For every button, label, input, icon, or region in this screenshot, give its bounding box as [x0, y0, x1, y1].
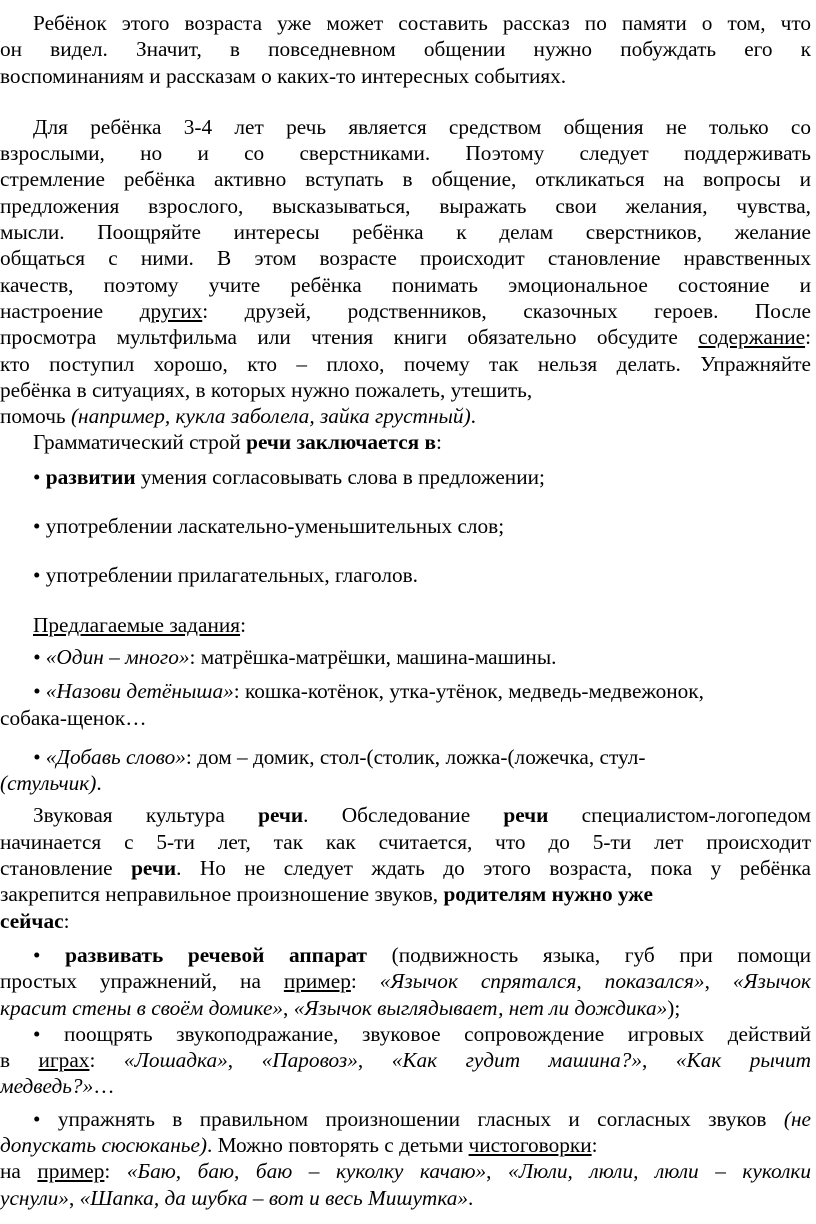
bold-term: речи	[258, 803, 304, 828]
text-line: он видел. Значит, в повседневном общении нужно побуждать его к	[0, 37, 811, 62]
italic-example: уснули»	[0, 1185, 69, 1210]
list-item	[0, 464, 816, 490]
italic-example: «Язычок	[732, 969, 812, 994]
italic-example: допускать сюсюканье)	[0, 1132, 207, 1157]
text-span: просмотра мультфильма или чтения книги обязательно обсудите	[0, 325, 699, 350]
bold-term: речи	[131, 856, 177, 881]
text-span: .	[468, 1185, 474, 1210]
text-span: простых упражнений, на	[0, 969, 284, 994]
list-item: • употреблении ласкательно-уменьшительных слов;	[33, 514, 505, 539]
list-item	[0, 744, 816, 770]
text-line	[0, 403, 816, 429]
text-line	[0, 298, 811, 324]
text-line	[0, 855, 811, 881]
text-span: : друзей, родственников, сказочных героев. После	[202, 298, 811, 323]
bold-term: сейчас	[0, 908, 64, 933]
text-line: взрослыми, но и со сверстниками. Поэтому следует поддерживать	[0, 141, 811, 166]
text-span: ,	[357, 1048, 392, 1073]
italic-example: «Люли, люли, люли – куколки	[508, 1159, 811, 1184]
section-grammar	[0, 429, 816, 588]
text-span: : кошка-котёнок, утка-утёнок, медведь-медвежонок,	[233, 679, 704, 704]
text-line: воспоминаниям и рассказам о каких-то интересных событиях.	[0, 63, 567, 88]
section-tips	[0, 942, 816, 1211]
underlined-term: других	[139, 298, 203, 323]
text-span: : матрёшка-матрёшки, машина-машины.	[189, 644, 557, 669]
text-line: Для ребёнка 3-4 лет речь является средством общения не только со	[33, 114, 811, 139]
list-item	[0, 942, 811, 968]
section-tasks	[0, 612, 816, 797]
text-line	[0, 770, 816, 796]
bullet: •	[33, 464, 46, 489]
text-line	[0, 1132, 816, 1158]
italic-example: медведь?»	[0, 1074, 94, 1099]
paragraph-communication	[0, 114, 816, 430]
bold-term: речи заключается в	[246, 430, 437, 455]
text-span: . Можно повторять с детьми	[207, 1132, 469, 1157]
text-line	[0, 995, 816, 1021]
text-span: ,	[283, 995, 294, 1020]
underlined-term: пример	[283, 969, 351, 994]
text-line	[0, 1158, 811, 1184]
list-item: • употреблении прилагательных, глаголов.	[33, 563, 418, 588]
list-item	[0, 1106, 811, 1132]
bold-term: речи	[503, 803, 549, 828]
text-line: кто поступил хорошо, кто – плохо, почему так нельзя делать. Упражняйте	[0, 351, 811, 376]
text-span: (подвижность языка, губ при помощи	[366, 942, 811, 967]
text-span: :	[104, 1159, 127, 1184]
tasks-heading	[0, 612, 816, 638]
list-item	[0, 644, 816, 670]
text-line	[0, 1047, 811, 1073]
paragraph-memory-stories	[0, 10, 816, 89]
bullet: •	[33, 942, 66, 967]
text-line: мысли. Поощряйте интересы ребёнка к делам сверстников, желание	[0, 220, 811, 245]
text-span: умения согласовывать слова в предложении;	[135, 464, 545, 489]
text-span: …	[93, 1074, 115, 1099]
bold-term: родителям нужно уже	[443, 882, 653, 907]
section-sound-culture	[0, 802, 816, 933]
italic-example: (например, кукла заболела, зайка грустный)	[70, 404, 471, 429]
italic-example: «Язычок выглядывает, нет ли дождика»	[293, 995, 668, 1020]
text-span: ,	[642, 1048, 676, 1073]
text-line	[0, 908, 816, 934]
text-span: настроение	[0, 298, 140, 323]
text-span: :	[805, 325, 811, 350]
text-span: ,	[227, 1048, 262, 1073]
text-line	[0, 324, 811, 350]
text-span: Звуковая культура	[33, 803, 259, 828]
text-span: : дом – домик, стол-(столик, ложка-(ложечка, стул-	[185, 744, 646, 769]
text-span: закрепится неправильное произношение звуков,	[0, 882, 444, 907]
text-span: :	[591, 1132, 598, 1157]
list-item	[0, 678, 816, 704]
italic-example: «Как гудит машина?»	[391, 1048, 643, 1073]
underlined-term: содержание	[698, 325, 806, 350]
text-span: в	[0, 1048, 39, 1073]
text-span: . Обследование	[303, 803, 504, 828]
text-span: );	[667, 995, 681, 1020]
italic-game-name: • «Добавь слово»	[33, 744, 186, 769]
text-line: ребёнка в ситуациях, в которых нужно пожалеть, утешить,	[0, 377, 533, 402]
document-body	[0, 10, 816, 1211]
italic-game-name: • «Один – много»	[33, 644, 190, 669]
text-span: :	[63, 908, 70, 933]
text-line: стремление ребёнка активно вступать в общение, откликаться на вопросы и	[0, 167, 811, 192]
text-span: . Но не следует ждать до этого возраста, пока у ребёнка	[176, 856, 811, 881]
text-line: общаться с ними. В этом возрасте происходит становление нравственных	[0, 246, 811, 271]
text-line	[0, 802, 811, 828]
text-span: :	[436, 430, 442, 455]
underlined-heading: Предлагаемые задания	[33, 612, 241, 637]
italic-example: (стульчик)	[0, 771, 97, 796]
italic-example: красит стены в своём домике»	[0, 995, 284, 1020]
text-line: качеств, поэтому учите ребёнка понимать эмоциональное состояние и	[0, 272, 811, 297]
text-span: • упражнять в правильном произношении гласных и согласных звуков	[33, 1106, 784, 1131]
text-line	[0, 1185, 816, 1211]
text-span: :	[89, 1048, 124, 1073]
text-span: ,	[704, 969, 733, 994]
text-span: Грамматический строй	[33, 430, 247, 455]
list-item: • поощрять звукоподражание, звуковое сопровождение игровых действий	[33, 1021, 811, 1046]
italic-game-name: • «Назови детёныша»	[33, 679, 234, 704]
grammar-intro	[0, 429, 816, 455]
bold-term: развивать речевой аппарат	[65, 942, 367, 967]
italic-example: «Лошадка»	[123, 1048, 228, 1073]
text-span: :	[350, 969, 380, 994]
italic-example: «Язычок спрятался, показался»	[379, 969, 705, 994]
text-span: ,	[68, 1185, 80, 1210]
italic-example: «Баю, баю, баю – куколку качаю»	[126, 1159, 487, 1184]
italic-example: «Как рычит	[675, 1048, 811, 1073]
italic-example: (не	[783, 1106, 811, 1131]
text-span: на	[0, 1159, 38, 1184]
underlined-term: играх	[38, 1048, 90, 1073]
text-span: :	[240, 612, 246, 637]
text-line: предложения взрослого, высказываться, выражать свои желания, чувства,	[0, 193, 811, 218]
text-line: Ребёнок этого возраста уже может составить рассказ по памяти о том, что	[33, 11, 811, 35]
text-span: .	[470, 404, 476, 429]
italic-example: «Шапка, да шубка – вот и весь Мишутка»	[79, 1185, 469, 1210]
text-line	[0, 881, 816, 907]
text-line	[0, 968, 811, 994]
text-line: собака-щенок…	[0, 705, 147, 730]
text-span: специалистом-логопедом	[548, 803, 811, 828]
text-line: начинается с 5-ти лет, так как считается, что до 5-ти лет происходит	[0, 829, 811, 854]
underlined-term: пример	[37, 1159, 105, 1184]
italic-example: «Паровоз»	[261, 1048, 358, 1073]
text-span: помочь	[0, 404, 71, 429]
text-span: .	[96, 771, 102, 796]
text-span: ,	[486, 1159, 509, 1184]
text-line	[0, 1073, 816, 1099]
underlined-term: чистоговорки	[468, 1132, 592, 1157]
bold-term: развитии	[45, 464, 136, 489]
text-span: становление	[0, 856, 132, 881]
